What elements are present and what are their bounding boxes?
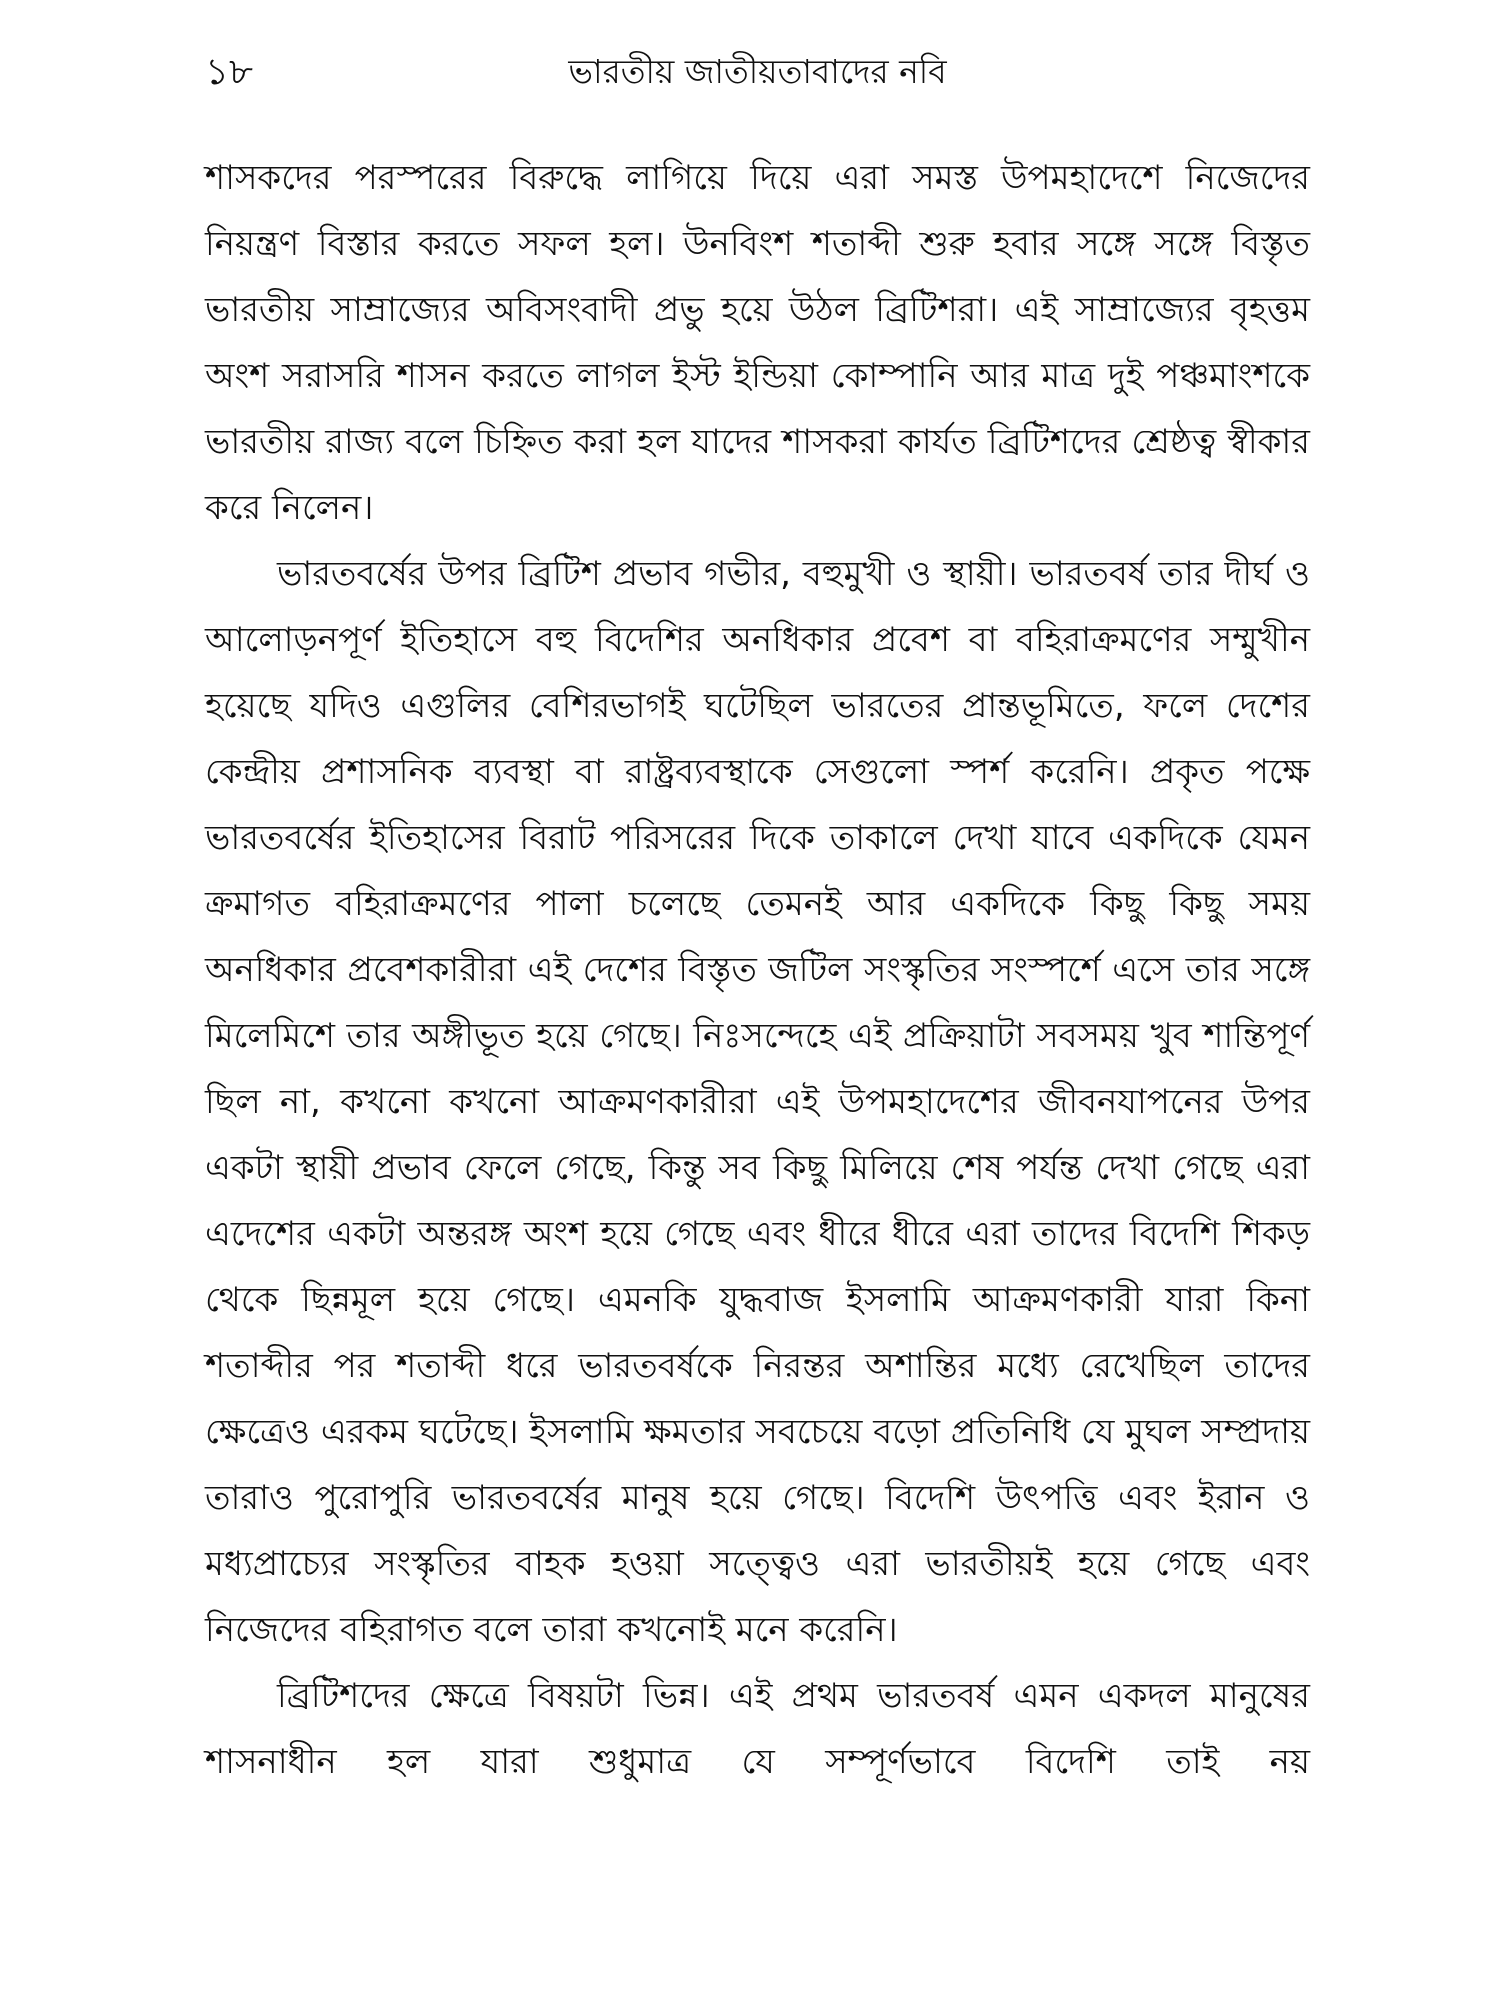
page-number: ১৮ [205,50,254,93]
running-title: ভারতীয় জাতীয়তাবাদের নবি [568,52,947,91]
paragraph-1: শাসকদের পরস্পরের বিরুদ্ধে লাগিয়ে দিয়ে এরা সমস্ত উপমহাদেশে নিজেদের নিয়ন্ত্রণ বিস্তার করতে সফল হল। উনবিংশ শতাব্দী শুরু হবার সঙ্গে সঙ্গে বিস্তৃত ভারতীয় সাম্রাজ্যের অবিসংবাদী প্রভু হয়ে উঠল ব্রিটিশরা। এই সাম্রাজ্যের বৃহত্তম অংশ সরাসরি শাসন করতে লাগল ইস্ট ইন্ডিয়া কোম্পানি আর মাত্র দুই পঞ্চমাংশকে ভারতীয় রাজ্য বলে চিহ্নিত করা হল যাদের শাসকরা কার্যত ব্রিটিশদের শ্রেষ্ঠত্ব স্বীকার করে নিলেন। [205,158,1310,528]
body-text [205,145,1310,1795]
paragraph-2: ভারতবর্ষের উপর ব্রিটিশ প্রভাব গভীর, বহুমুখী ও স্থায়ী। ভারতবর্ষ তার দীর্ঘ ও আলোড়নপূর্ণ ইতিহাসে বহু বিদেশির অনধিকার প্রবেশ বা বহিরাক্রমণের সম্মুখীন হয়েছে যদিও এগুলির বেশিরভাগই ঘটেছিল ভারতের প্রান্তভূমিতে, ফলে দেশের কেন্দ্রীয় প্রশাসনিক ব্যবস্থা বা রাষ্ট্রব্যবস্থাকে সেগুলো স্পর্শ করেনি। প্রকৃত পক্ষে ভারতবর্ষের ইতিহাসের বিরাট পরিসরের দিকে তাকালে দেখা যাবে একদিকে যেমন ক্রমাগত বহিরাক্রমণের পালা চলেছে তেমনই আর একদিকে কিছু কিছু সময় অনধিকার প্রবেশকারীরা এই দেশের বিস্তৃত জটিল সংস্কৃতির সংস্পর্শে এসে তার সঙ্গে মিলেমিশে তার অঙ্গীভূত হয়ে গেছে। নিঃসন্দেহে এই প্রক্রিয়াটা সবসময় খুব শান্তিপূর্ণ ছিল না, কখনো কখনো আক্রমণকারীরা এই উপমহাদেশের জীবনযাপনের উপর একটা স্থায়ী প্রভাব ফেলে গেছে, কিন্তু সব কিছু মিলিয়ে শেষ পর্যন্ত দেখা গেছে এরা এদেশের একটা অন্তরঙ্গ অংশ হয়ে গেছে এবং ধীরে ধীরে এরা তাদের বিদেশি শিকড় থেকে ছিন্নমূল হয়ে গেছে। এমনকি যুদ্ধবাজ ইসলামি আক্রমণকারী যারা কিনা শতাব্দীর পর শতাব্দী ধরে ভারতবর্ষকে নিরন্তর অশান্তির মধ্যে রেখেছিল তাদের ক্ষেত্রেও এরকম ঘটেছে। ইসলামি ক্ষমতার সবচেয়ে বড়ো প্রতিনিধি যে মুঘল সম্প্রদায় তারাও পুরোপুরি ভারতবর্ষের মানুষ হয়ে গেছে। বিদেশি উৎপত্তি এবং ইরান ও মধ্যপ্রাচ্যের সংস্কৃতির বাহক হওয়া সত্ত্বেও এরা ভারতীয়ই হয়ে গেছে এবং নিজেদের বহিরাগত বলে তারা কখনোই মনে করেনি। [205,554,1310,1650]
paragraph-3: ব্রিটিশদের ক্ষেত্রে বিষয়টা ভিন্ন। এই প্রথম ভারতবর্ষ এমন একদল মানুষের শাসনাধীন হল যারা শুধুমাত্র যে সম্পূর্ণভাবে বিদেশি তাই নয় [205,1676,1310,1782]
running-head [205,42,1310,102]
